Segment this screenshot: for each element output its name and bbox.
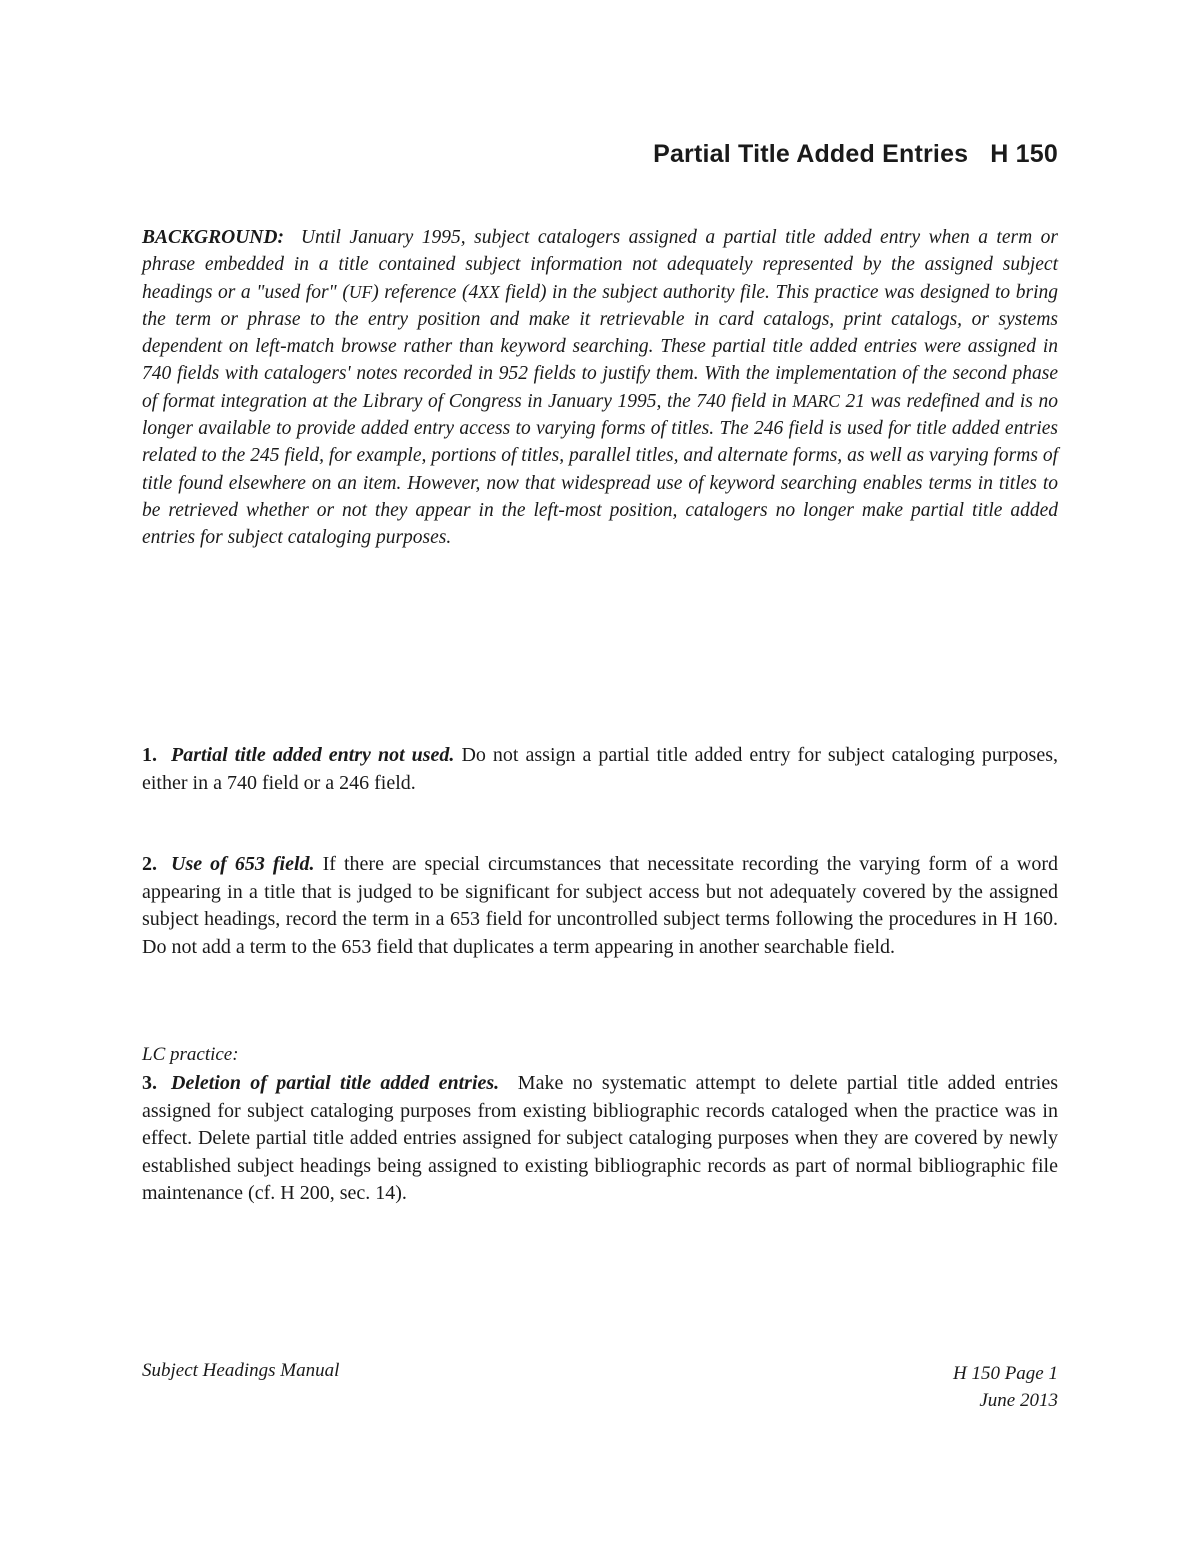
section-2-number: 2. <box>142 853 157 875</box>
page-code: H 150 <box>990 140 1058 168</box>
section-1-heading: Partial title added entry not used. <box>171 744 455 766</box>
marc-abbrev: MARC <box>792 390 840 411</box>
footer-manual: Subject Headings Manual <box>142 1360 340 1381</box>
footer-date: June 2013 <box>979 1390 1058 1411</box>
section-3-heading: Deletion of partial title added entries. <box>171 1072 500 1094</box>
background-label: BACKGROUND: <box>142 227 284 248</box>
uf-abbrev: UF <box>348 281 373 302</box>
background-paragraph <box>142 224 1058 552</box>
background-text-4: 21 was redefined and is no longer available to provide added entry access to varying forms of titles. The 246 field is used for title added entries related to the 245 field, for example, portions of titles, parallel titles, and alternate forms, as well as varying forms of title found elsewhere on an item. However, now that widespread use of keyword searching enables terms in titles to be retrieved whether or not they appear in the left-most position, catalogers no longer make partial title added entries for subject cataloging purposes. <box>142 390 1058 549</box>
xx-abbrev: XX <box>478 281 500 302</box>
page-title <box>653 140 1058 169</box>
background-text-1: Until January 1995, subject catalogers assigned a partial title added entry when a term or phrase embedded in a title contained subject information not adequately represented by the assigned subject headings or a "used for" ( <box>142 227 1058 303</box>
background-text-3: field) in the subject authority file. This practice was designed to bring the term or phrase to the entry position and make it retrievable in card catalogs, print catalogs, or systems dependent on left-match browse rather than keyword searching. These partial title added entries were assigned in 740 fields with catalogers' notes recorded in 952 fields to justify them. With the implementation of the second phase of format integration at the Library of Congress in January 1995, the 740 field in <box>142 281 1058 412</box>
section-2-text: If there are special circumstances that necessitate recording the varying form of a word appearing in a title that is judged to be significant for subject access but not adequately covered by the assigned subject headings, record the term in a 653 field for uncontrolled subject terms following the procedures in H 160. Do not add a term to the 653 field that duplicates a term appearing in another searchable field. <box>142 853 1058 958</box>
section-3-text: Make no systematic attempt to delete partial title added entries assigned for subject cataloging purposes from existing bibliographic records cataloged when the practice was in effect. Delete partial title added entries assigned for subject cataloging purposes when they are covered by newly established subject headings being assigned to existing bibliographic records as part of normal bibliographic file maintenance (cf. H 200, sec. 14). <box>142 1072 1059 1204</box>
section-1-number: 1. <box>142 744 157 766</box>
section-1 <box>142 742 1058 797</box>
section-2-heading: Use of 653 field. <box>171 853 315 875</box>
lc-practice-label: LC practice: <box>142 1044 239 1065</box>
section-3 <box>142 1070 1058 1208</box>
page-title-text: Partial Title Added Entries <box>653 140 969 168</box>
section-1-text: Do not assign a partial title added entry for subject cataloging purposes, either in a 740 field or a 246 field. <box>142 744 1058 794</box>
section-3-number: 3. <box>142 1072 157 1094</box>
background-text-2: ) reference (4 <box>372 281 479 303</box>
footer-page: H 150 Page 1 <box>952 1363 1058 1384</box>
footer-right <box>953 1360 1058 1414</box>
section-2 <box>142 851 1058 961</box>
